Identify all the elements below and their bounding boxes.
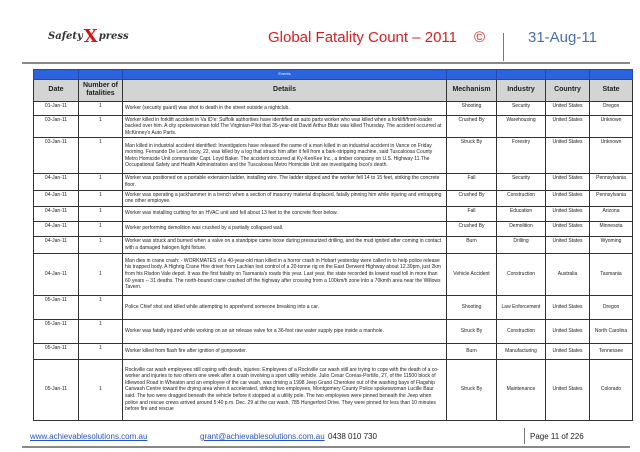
table-row: [34, 101, 633, 115]
row-country: United States: [546, 221, 590, 236]
row-fatalities: 1: [79, 319, 123, 343]
copyright-symbol: ©: [474, 29, 486, 46]
row-country: United States: [546, 359, 590, 420]
row-fatalities: 1: [79, 174, 123, 190]
events-label: Events: [123, 70, 447, 80]
row-country: Australia: [546, 253, 590, 295]
row-country: United States: [546, 295, 590, 319]
safety-xpress-logo: [48, 26, 129, 47]
row-state: Pennsylvania: [590, 190, 633, 206]
row-details: Worker was positioned on a portable extension ladder, installing wire. The ladder slipped and the worker fell 14 to 15 feet, striking the concrete floor.: [123, 174, 447, 190]
row-date: 04-Jan-11: [34, 253, 79, 295]
events-band: [34, 70, 633, 80]
header-divider: [503, 33, 504, 61]
row-industry: Construction: [497, 190, 546, 206]
page-number: Page 11 of 226: [530, 432, 584, 441]
row-mechanism: Crushed By: [447, 115, 497, 138]
row-details: Man dies in crane crash: - WORKMATES of a 40-year-old man killed in a horror crash in Hobart yesterday were called in to help police release his trapped body. A Highrig Crane Hire driver from Lachlan lost control of a 20-tonne rig on the East Derwent Highway about 12.30pm, just 2km from his Risdon Vale depot. It was the first fatality on Tasmania's roads this year. Last year, the state recorded its lowest road toll in more than 60 years -- 31 deaths. The north-bound crane crashed off the highway after crossing from a 100km/h zone into a 70km/h area near the Willows Tavern.: [123, 253, 447, 295]
row-fatalities: 1: [79, 295, 123, 319]
fatality-table: [33, 69, 633, 421]
table-row: [34, 359, 633, 420]
row-industry: Warehousing: [497, 115, 546, 138]
row-details: Police Chief shot and killed while attempting to apprehend someone breaking into a car.: [123, 295, 447, 319]
page-title: Global Fatality Count – 2011: [268, 29, 458, 46]
row-mechanism: Struck By: [447, 319, 497, 343]
row-industry: Construction: [497, 253, 546, 295]
row-fatalities: 1: [79, 101, 123, 115]
row-country: United States: [546, 138, 590, 174]
row-fatalities: 1: [79, 359, 123, 420]
row-mechanism: Fall: [447, 174, 497, 190]
row-country: United States: [546, 101, 590, 115]
row-details: Worker was fatally injured while working on an air release valve for a 36-foot raw water supply pipe inside a manhole.: [123, 319, 447, 343]
row-industry: Construction: [497, 319, 546, 343]
row-mechanism: Crushed By: [447, 221, 497, 236]
row-details: Man killed in industrial accident identified: Investigators have released the name of a man killed in an industrial accident in Vance on Friday morning. Fernando De Leon Iscoy, 22, was killed by a log that struck him after it fell from a bark-stripping machine, said Tuscaloosa County Metro Homicide Unit commander Capt. Loyd Baker. The accident occurred at Ky-KenKee Inc., a timber company on U.S. Highway 11.The Occupational Safety and Health Administration and the Tuscaloosa Metro Homicide Unit are investigating Iscoi's death.: [123, 138, 447, 174]
table-row: [34, 295, 633, 319]
col-state: State: [590, 79, 633, 101]
row-country: United States: [546, 236, 590, 253]
row-industry: Manufacturing: [497, 343, 546, 359]
logo-x: X: [83, 26, 98, 47]
footer-rule: [22, 446, 630, 448]
table-row: [34, 190, 633, 206]
row-state: North Carolina: [590, 319, 633, 343]
row-mechanism: Struck By: [447, 359, 497, 420]
row-mechanism: Shooting: [447, 295, 497, 319]
logo-text: press: [98, 31, 129, 42]
row-state: Tennessee: [590, 343, 633, 359]
row-mechanism: Vehicle Accident: [447, 253, 497, 295]
row-country: United States: [546, 115, 590, 138]
table-row: [34, 253, 633, 295]
row-industry: Demolition: [497, 221, 546, 236]
row-date: 04-Jan-11: [34, 236, 79, 253]
row-date: 04-Jan-11: [34, 221, 79, 236]
row-state: Arizona: [590, 206, 633, 221]
row-details: Worker was operating a jackhammer in a trench when a section of masonry material displaced, fatally pinning him while injuring and entrapping one other employee.: [123, 190, 447, 206]
row-details: Worker was struck and burned when a valve on a standpipe came loose during pressurized drilling, and the mud ignited after coming in contact with a damaged halogen light fixture.: [123, 236, 447, 253]
phone-number: 0438 010 730: [328, 432, 377, 441]
table-row: [34, 206, 633, 221]
row-date: 03-Jan-11: [34, 138, 79, 174]
row-date: 03-Jan-11: [34, 115, 79, 138]
row-details: Rockville car wash employees still coping with death, injuries: Employees of a Rockville car wash still are trying to cope with the death of a co-worker and injuries to two others one week after a crash involving a sport utility vehicle. Julio Cesar Coreas-Portillo, 27, of the 11500 block of Idlewood Road in Wheaton and an employee of the car wash, was driving a 1998 Jeep Grand Cherokee out of the washing bays of Flagship Carwash Centre toward the drying area when it accelerated, striking two employees, Montgomery County Police spokeswoman Lucille Baur said. The two were dragged beneath the vehicle before it stopped at a utility pole. The two employees were pinned beneath the Jeep when police and rescue crews arrived around 5:40 p.m. Dec. 29 at the car wash, 785 Hungerford Drive. They were pinned for less than 10 minutes before fire and rescue: [123, 359, 447, 420]
header-date: 31-Aug-11: [528, 29, 597, 46]
logo-text: Safety: [48, 31, 83, 42]
row-fatalities: 1: [79, 253, 123, 295]
table-row: [34, 343, 633, 359]
row-state: Unknown: [590, 115, 633, 138]
row-country: United States: [546, 343, 590, 359]
row-fatalities: 1: [79, 190, 123, 206]
row-fatalities: 1: [79, 138, 123, 174]
footer-divider: [524, 428, 525, 444]
row-industry: Forestry: [497, 138, 546, 174]
row-state: Wyoming: [590, 236, 633, 253]
row-state: Tasmania: [590, 253, 633, 295]
row-mechanism: Fall: [447, 206, 497, 221]
website-link[interactable]: www.achievablesolutions.com.au: [30, 432, 148, 441]
row-country: United States: [546, 190, 590, 206]
row-date: 04-Jan-11: [34, 174, 79, 190]
row-state: Oregon: [590, 101, 633, 115]
col-fatalities: Number of fatalities: [79, 79, 123, 101]
row-date: 05-Jan-11: [34, 343, 79, 359]
row-date: 05-Jan-11: [34, 359, 79, 420]
row-industry: Law Enforcement: [497, 295, 546, 319]
row-state: Minnesota: [590, 221, 633, 236]
row-industry: Security: [497, 101, 546, 115]
row-details: Worker was installing curbing for an HVAC unit and fell about 13 feet to the concrete floor below.: [123, 206, 447, 221]
row-mechanism: Crushed By: [447, 190, 497, 206]
row-fatalities: 1: [79, 343, 123, 359]
row-industry: Security: [497, 174, 546, 190]
row-fatalities: 1: [79, 206, 123, 221]
row-details: Worker killed from flash fire after ignition of gunpowder.: [123, 343, 447, 359]
row-state: Colorado: [590, 359, 633, 420]
row-country: United States: [546, 174, 590, 190]
col-date: Date: [34, 79, 79, 101]
row-fatalities: 1: [79, 236, 123, 253]
row-date: 05-Jan-11: [34, 319, 79, 343]
row-mechanism: Struck By: [447, 138, 497, 174]
col-industry: Industry: [497, 79, 546, 101]
table-row: [34, 115, 633, 138]
row-date: 05-Jan-11: [34, 295, 79, 319]
table-row: [34, 221, 633, 236]
row-mechanism: Burn: [447, 236, 497, 253]
row-details: Worker killed in forklift accident in Va ID'e: Suffolk authorities have identified an auto parts worker who was killed when a forklift/front-loader backed over him. A city spokeswoman told The Virginian-Pilot that 35-year-old David Arthur Blutz was killed Thursday. The accident occurred at McKinney's Auto Parts.: [123, 115, 447, 138]
row-details: Worker (security guard) was shot to death in the street outside a nightclub.: [123, 101, 447, 115]
row-state: Oregon: [590, 295, 633, 319]
col-details: Details: [123, 79, 447, 101]
header-rule: [22, 62, 630, 64]
row-state: Pennsylvania: [590, 174, 633, 190]
table-row: [34, 174, 633, 190]
table-row: [34, 236, 633, 253]
row-mechanism: Shooting: [447, 101, 497, 115]
row-state: Unknown: [590, 138, 633, 174]
row-mechanism: Burn: [447, 343, 497, 359]
table-header: [34, 79, 633, 101]
table-row: [34, 138, 633, 174]
col-mechanism: Mechanism: [447, 79, 497, 101]
row-date: 01-Jan-11: [34, 101, 79, 115]
col-country: Country: [546, 79, 590, 101]
row-industry: Education: [497, 206, 546, 221]
row-fatalities: 1: [79, 115, 123, 138]
row-country: United States: [546, 319, 590, 343]
row-date: 04-Jan-11: [34, 190, 79, 206]
email-link[interactable]: grant@achievablesolutions.com.au: [200, 432, 325, 441]
row-country: United States: [546, 206, 590, 221]
row-industry: Drilling: [497, 236, 546, 253]
row-date: 04-Jan-11: [34, 206, 79, 221]
table-row: [34, 319, 633, 343]
row-details: Worker performing demolition was crushed by a partially collapsed wall.: [123, 221, 447, 236]
row-industry: Maintenance: [497, 359, 546, 420]
row-fatalities: 1: [79, 221, 123, 236]
